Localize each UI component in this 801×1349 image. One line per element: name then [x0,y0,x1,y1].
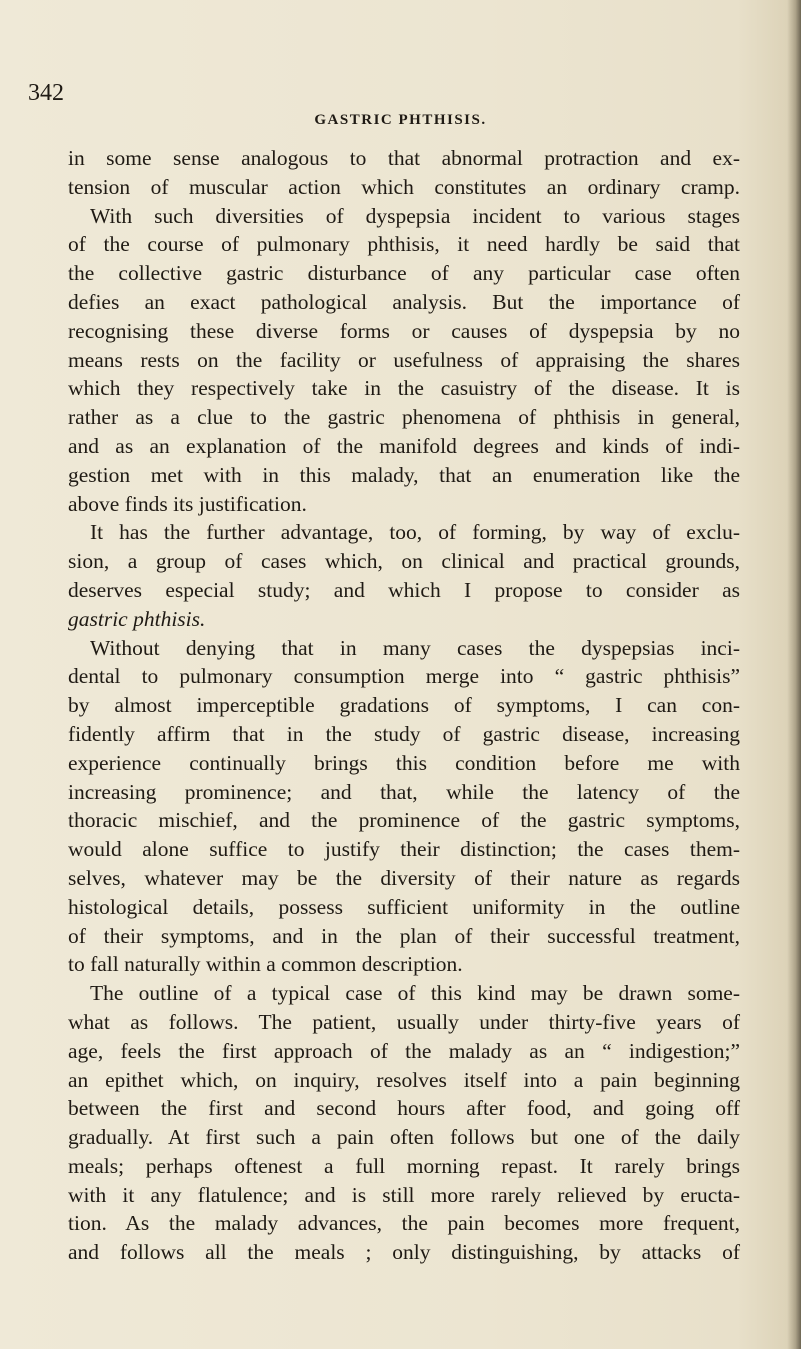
text-line: above finds its justification. [68,491,307,516]
text-line: in some sense analogous to that abnormal protraction and ex- [68,146,740,170]
text-line: gastric phthisis. [68,606,206,631]
text-line: what as follows. The patient, usually under thirty-five years of [68,1009,740,1034]
text-line: to fall naturally within a common description. [68,952,463,977]
body-text [68,144,740,1267]
text-line: between the first and second hours after food, and going off [68,1096,740,1121]
text-line: tion. As the malady advances, the pain becomes more frequent, [68,1211,740,1236]
text-line: With such diversities of dyspepsia incident to various stages [90,203,740,228]
text-line: with it any flatulence; and is still more rarely relieved by eructa- [68,1182,740,1207]
text-line: means rests on the facility or usefulness of appraising the shares [68,347,740,372]
text-line: an epithet which, on inquiry, resolves itself into a pain beginning [68,1067,740,1092]
text-line: the collective gastric disturbance of any particular case often [68,261,740,286]
text-line: The outline of a typical case of this kind may be drawn some- [90,981,740,1006]
page-number: 342 [28,80,64,106]
text-line: sion, a group of cases which, on clinical and practical grounds, [68,549,740,574]
text-line: dental to pulmonary consumption merge into “ gastric phthisis” [68,664,740,689]
text-line: and follows all the meals ; only distinguishing, by attacks of [68,1240,740,1265]
text-line: defies an exact pathological analysis. But the importance of [68,289,740,314]
text-line: deserves especial study; and which I propose to consider as [68,577,740,602]
text-line: increasing prominence; and that, while the latency of the [68,779,740,804]
text-line: gestion met with in this malady, that an enumeration like the [68,462,740,487]
text-line: experience continually brings this condition before me with [68,750,740,775]
text-line: tension of muscular action which constitutes an ordinary cramp. [68,174,740,199]
text-line: and as an explanation of the manifold degrees and kinds of indi- [68,433,740,458]
text-line: of the course of pulmonary phthisis, it need hardly be said that [68,232,740,257]
text-line: meals; perhaps oftenest a full morning repast. It rarely brings [68,1153,740,1178]
text-line: thoracic mischief, and the prominence of the gastric symptoms, [68,808,740,833]
running-head: GASTRIC PHTHISIS. [314,112,487,128]
text-line: age, feels the first approach of the malady as an “ indigestion;” [68,1038,740,1063]
text-line: histological details, possess sufficient uniformity in the outline [68,894,740,919]
text-line: which they respectively take in the casuistry of the disease. It is [68,376,740,401]
text-line: gradually. At first such a pain often follows but one of the daily [68,1125,740,1150]
text-line: recognising these diverse forms or causes of dyspepsia by no [68,318,740,343]
page-edge-shadow [787,0,801,1349]
text-line: by almost imperceptible gradations of symptoms, I can con- [68,693,740,718]
text-line: selves, whatever may be the diversity of their nature as regards [68,865,740,890]
text-line: fidently affirm that in the study of gastric disease, increasing [68,721,740,746]
text-line: of their symptoms, and in the plan of their successful treatment, [68,923,740,948]
text-line: would alone suffice to justify their distinction; the cases them- [68,837,740,862]
text-line: Without denying that in many cases the dyspepsias inci- [90,635,740,660]
text-line: rather as a clue to the gastric phenomena of phthisis in general, [68,405,740,430]
text-line: It has the further advantage, too, of forming, by way of exclu- [90,520,740,545]
